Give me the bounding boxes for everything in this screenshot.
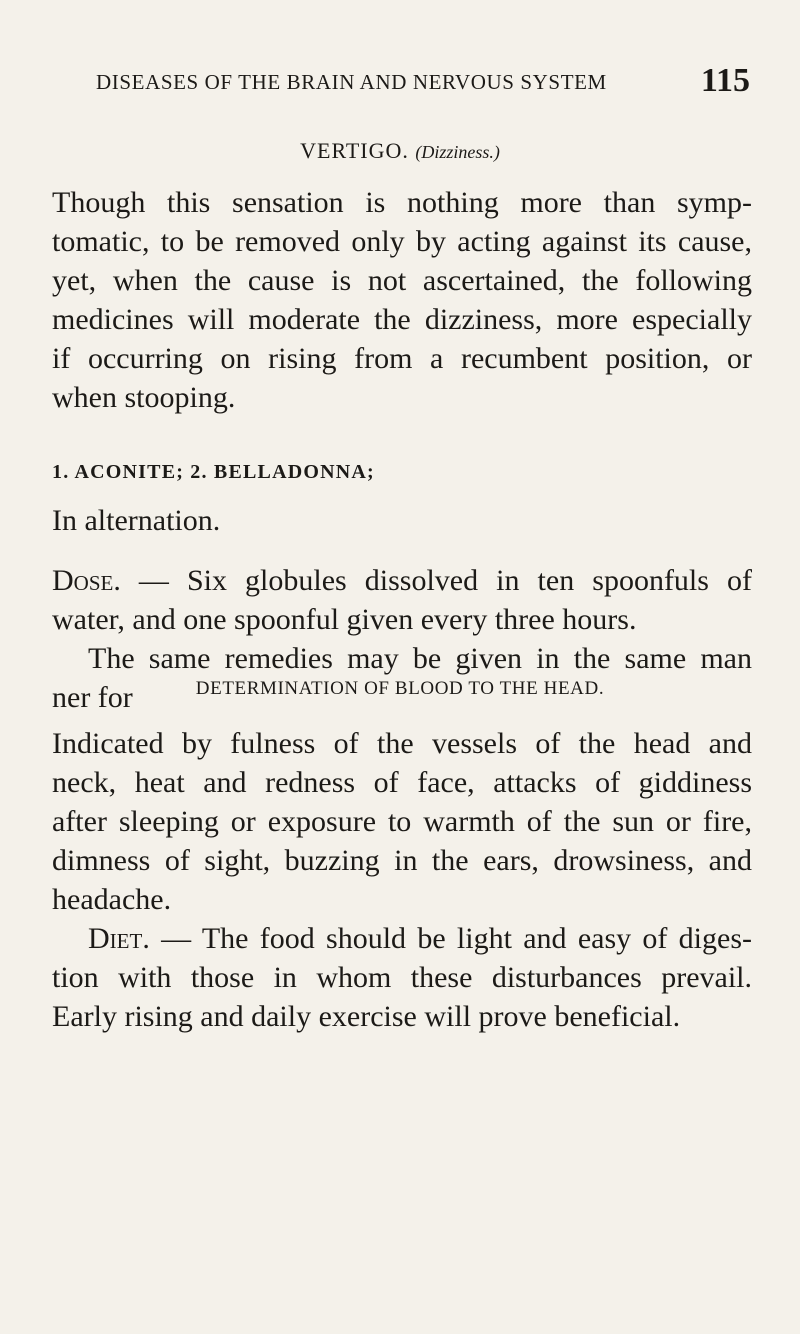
text-line: neck, heat and redness of face, attacks of giddiness bbox=[52, 766, 752, 799]
section-subtitle: (Dizziness.) bbox=[415, 142, 500, 162]
text-line: In alternation. bbox=[52, 504, 221, 537]
diet-text: — The food should be light and easy of diges- bbox=[149, 922, 752, 955]
text-line: tomatic, to be removed only by acting against its cause, bbox=[52, 225, 752, 258]
section-heading-determination: DETERMINATION OF BLOOD TO THE HEAD. bbox=[195, 678, 605, 699]
text-line bbox=[52, 561, 752, 600]
text-line: dimness of sight, buzzing in the ears, drowsiness, and bbox=[52, 844, 752, 877]
diet-paragraph bbox=[52, 919, 752, 1036]
text-line: water, and one spoonful given every three hours. bbox=[52, 603, 637, 636]
text-line: ner for bbox=[52, 681, 133, 714]
text-line: Though this sensation is nothing more than symp- bbox=[52, 186, 752, 219]
text-line: when stooping. bbox=[52, 381, 236, 414]
section-heading-vertigo bbox=[0, 138, 800, 164]
text-line: Early rising and daily exercise will prove beneficial. bbox=[52, 1000, 681, 1033]
remedies-list: 1. ACONITE; 2. BELLADONNA; bbox=[52, 461, 375, 483]
alternation-note bbox=[52, 501, 752, 540]
page-number: 115 bbox=[700, 62, 750, 99]
text-line: tion with those in whom these disturbances prevail. bbox=[52, 961, 752, 994]
running-head bbox=[96, 62, 750, 102]
text-line: yet, when the cause is not ascertained, the following bbox=[52, 264, 752, 297]
section-title: VERTIGO. bbox=[300, 138, 409, 163]
text-line: medicines will moderate the dizziness, more especially bbox=[52, 303, 752, 336]
dose-label: Dose. bbox=[52, 564, 121, 597]
running-title: DISEASES OF THE BRAIN AND NERVOUS SYSTEM bbox=[96, 70, 607, 94]
text-line: Indicated by fulness of the vessels of the head and bbox=[52, 727, 752, 760]
determination-paragraph bbox=[52, 724, 752, 919]
vertigo-paragraph bbox=[52, 183, 752, 417]
text-line bbox=[52, 919, 752, 958]
text-line: headache. bbox=[52, 883, 172, 916]
text-line: if occurring on rising from a recumbent position, or bbox=[52, 342, 752, 375]
text-line: after sleeping or exposure to warmth of the sun or fire, bbox=[52, 805, 752, 838]
dose-text: — Six globules dissolved in ten spoonfuls of bbox=[120, 564, 752, 597]
text-line: The same remedies may be given in the same man bbox=[88, 642, 752, 675]
diet-label: Diet. bbox=[88, 922, 150, 955]
